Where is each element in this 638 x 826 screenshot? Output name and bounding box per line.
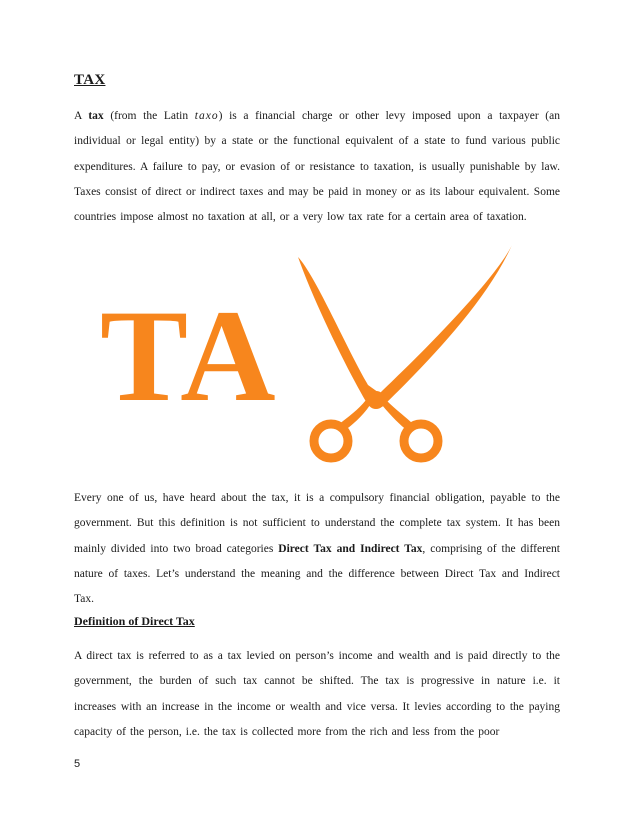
categories-text-a: Every one of us, have heard about the tax, it is a compulsory financial obligation, payable to the government. But this definition is not sufficient to understand the complete tax system. It has been mainly divided into two broad categories: [74, 492, 560, 555]
intro-paragraph: [74, 104, 560, 230]
latin-word: taxo: [194, 110, 219, 122]
categories-paragraph: [74, 486, 560, 612]
tax-logo: [100, 245, 520, 480]
scissors-x-icon: [298, 245, 512, 431]
categories-bold: Direct Tax and Indirect Tax: [278, 542, 423, 555]
tax-logo-letters: TA: [100, 282, 278, 429]
direct-tax-paragraph: A direct tax is referred to as a tax levied on person’s income and wealth and is paid directly to the government, the burden of such tax cannot be shifted. The tax is progressive in nature i.e. it increases with an increase in the income or wealth and vice versa. It levies according to the paying capacity of the person, i.e. the tax is collected more from the rich and less from the poor: [74, 650, 560, 738]
intro-text-c: ) is a financial charge or other levy imposed upon a taxpayer (an individual or legal entity) by a state or the functional equivalent of a state to fund various public expenditures. A failure to pay, or evasion of or resistance to taxation, is usually punishable by law. Taxes consist of direct or indirect taxes and may be paid in money or as its labour equivalent. Some countries impose almost no taxation at all, or a very low tax rate for a certain area of taxation.: [74, 110, 560, 224]
intro-text-a: A: [74, 110, 89, 122]
scissors-ring-left: [314, 424, 348, 458]
intro-text-b: (from the Latin: [103, 110, 195, 122]
categories-text-b: , comprising of the different nature of taxes. Let’s understand the meaning and the difference between Direct Tax and Indirect Tax.: [74, 542, 560, 606]
page-title: TAX: [74, 72, 106, 88]
tax-term: tax: [88, 110, 104, 122]
direct-tax-heading: Definition of Direct Tax: [74, 614, 195, 628]
page-number: 5: [74, 758, 81, 770]
scissors-ring-right: [404, 424, 438, 458]
